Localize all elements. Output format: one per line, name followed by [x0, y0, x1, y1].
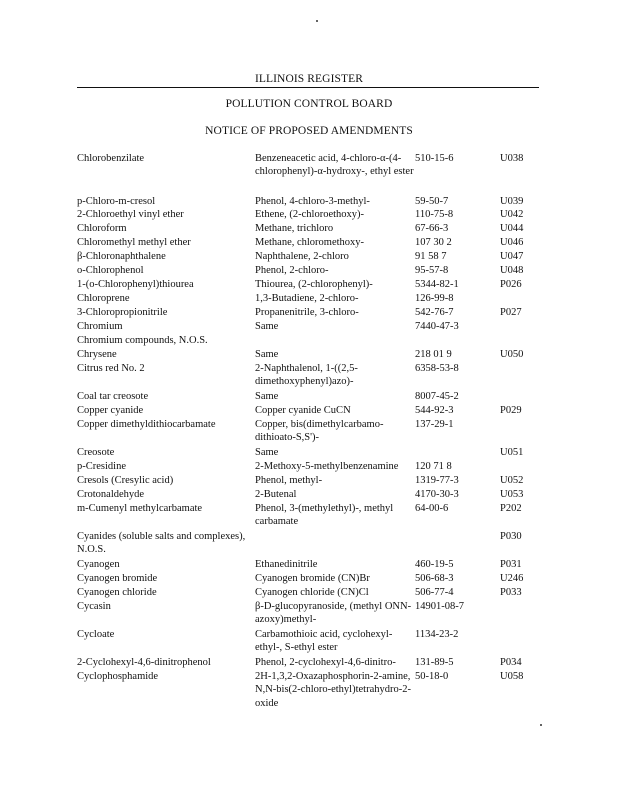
chemical-synonym: Ethanedinitrile	[255, 559, 318, 570]
constituent-name: 2-Chloroethyl vinyl ether	[77, 209, 184, 220]
waste-code: U047	[500, 251, 524, 262]
chemical-synonym: 2-Methoxy-5-methylbenzenamine	[255, 461, 399, 472]
chemical-synonym: 2-Butenal	[255, 489, 297, 500]
cas-number: 95-57-8	[415, 265, 449, 276]
constituent-name: Chromium compounds, N.O.S.	[77, 335, 208, 346]
chemical-synonym: Methane, trichloro	[255, 223, 334, 234]
cas-number: 131-89-5	[415, 657, 454, 668]
header-rule	[77, 87, 539, 88]
constituent-name: Chlorobenzilate	[77, 153, 145, 164]
waste-code: P034	[500, 657, 522, 668]
waste-code: P027	[500, 307, 522, 318]
constituent-name: Copper dimethyldithiocarbamate	[77, 419, 216, 430]
scan-speck	[316, 20, 318, 22]
chemical-synonym: Thiourea, (2-chlorophenyl)-	[255, 279, 373, 290]
cas-number: 91 58 7	[415, 251, 447, 262]
chemical-synonym: Phenol, 4-chloro-3-methyl-	[255, 196, 370, 207]
cas-number: 8007-45-2	[415, 391, 459, 402]
notice-title: NOTICE OF PROPOSED AMENDMENTS	[205, 125, 413, 137]
chemical-synonym: Copper cyanide CuCN	[255, 405, 351, 416]
constituent-name: β-Chloronaphthalene	[77, 251, 166, 262]
cas-number: 107 30 2	[415, 237, 452, 248]
waste-code: U048	[500, 265, 524, 276]
constituent-name: Copper cyanide	[77, 405, 144, 416]
waste-code: P033	[500, 587, 522, 598]
chemical-synonym: Cyanogen bromide (CN)Br	[255, 573, 370, 584]
chemical-synonym: Carbamothioic acid, cyclohexyl-ethyl-, S-ethyl ester	[255, 629, 393, 654]
chemical-synonym: Benzeneacetic acid, 4-chloro-α-(4-chlorophenyl)-α-hydroxy-, ethyl ester	[255, 153, 414, 178]
constituent-name: 1-(o-Chlorophenyl)thiourea	[77, 279, 194, 290]
cas-number: 218 01 9	[415, 349, 452, 360]
constituent-name: Chromium	[77, 321, 123, 332]
cas-number: 110-75-8	[415, 209, 454, 220]
constituent-name: Cycloate	[77, 629, 115, 640]
chemical-synonym: 2H-1,3,2-Oxazaphosphorin-2-amine, N,N-bis(2-chloro-ethyl)tetrahydro-2-oxide	[255, 671, 411, 709]
chemical-synonym: Ethene, (2-chloroethoxy)-	[255, 209, 365, 220]
constituent-name: 3-Chloropropionitrile	[77, 307, 168, 318]
waste-code: P029	[500, 405, 522, 416]
waste-code: U053	[500, 489, 524, 500]
constituent-name: p-Cresidine	[77, 461, 126, 472]
cas-number: 64-00-6	[415, 503, 449, 514]
constituent-name: Chrysene	[77, 349, 117, 360]
constituent-name: 2-Cyclohexyl-4,6-dinitrophenol	[77, 657, 211, 668]
chemical-synonym: Cyanogen chloride (CN)Cl	[255, 587, 369, 598]
cas-number: 120 71 8	[415, 461, 452, 472]
constituent-name: Cyanides (soluble salts and complexes), N.O.S.	[77, 531, 246, 556]
waste-code: U039	[500, 196, 524, 207]
cas-number: 460-19-5	[415, 559, 454, 570]
chemical-synonym: Phenol, 2-chloro-	[255, 265, 329, 276]
waste-code: P030	[500, 531, 522, 542]
constituent-name: Chloromethyl methyl ether	[77, 237, 191, 248]
register-title: ILLINOIS REGISTER	[254, 73, 364, 85]
cas-number: 137-29-1	[415, 419, 454, 430]
cas-number: 506-68-3	[415, 573, 454, 584]
cas-number: 542-76-7	[415, 307, 454, 318]
cas-number: 1134-23-2	[415, 629, 459, 640]
cas-number: 544-92-3	[415, 405, 454, 416]
waste-code: P026	[500, 279, 522, 290]
waste-code: U038	[500, 153, 524, 164]
constituent-name: Cyanogen	[77, 559, 120, 570]
cas-number: 14901-08-7	[415, 601, 464, 612]
constituent-name: Cyanogen chloride	[77, 587, 157, 598]
cas-number: 7440-47-3	[415, 321, 459, 332]
cas-number: 59-50-7	[415, 196, 449, 207]
constituent-name: Chloroprene	[77, 293, 130, 304]
chemical-synonym: Same	[255, 349, 279, 360]
waste-code: P031	[500, 559, 522, 570]
chemical-synonym: Naphthalene, 2-chloro	[255, 251, 349, 262]
cas-number: 4170-30-3	[415, 489, 459, 500]
waste-code: U046	[500, 237, 524, 248]
scan-speck	[540, 724, 542, 726]
constituent-name: Crotonaldehyde	[77, 489, 145, 500]
cas-number: 1319-77-3	[415, 475, 459, 486]
chemical-synonym: Phenol, methyl-	[255, 475, 323, 486]
chemical-synonym: 2-Naphthalenol, 1-((2,5-dimethoxyphenyl)azo)-	[255, 363, 358, 388]
chemical-synonym: Phenol, 2-cyclohexyl-4,6-dinitro-	[255, 657, 396, 668]
constituent-name: Creosote	[77, 447, 115, 458]
chemical-synonym: Same	[255, 391, 279, 402]
constituent-name: p-Chloro-m-cresol	[77, 196, 156, 207]
chemical-synonym: 1,3-Butadiene, 2-chloro-	[255, 293, 359, 304]
constituent-name: Cresols (Cresylic acid)	[77, 475, 174, 486]
waste-code: P202	[500, 503, 522, 514]
constituent-name: Chloroform	[77, 223, 127, 234]
constituent-name: Cyclophosphamide	[77, 671, 159, 682]
chemical-synonym: Same	[255, 447, 279, 458]
cas-number: 126-99-8	[415, 293, 454, 304]
waste-code: U246	[500, 573, 524, 584]
chemical-synonym: Propanenitrile, 3-chloro-	[255, 307, 359, 318]
waste-code: U051	[500, 447, 524, 458]
chemical-synonym: Phenol, 3-(methylethyl)-, methyl carbamate	[255, 503, 394, 528]
waste-code: U044	[500, 223, 524, 234]
chemical-synonym: Copper, bis(dimethylcarbamo-dithioato-S,S')-	[255, 419, 384, 444]
constituent-name: Coal tar creosote	[77, 391, 149, 402]
cas-number: 50-18-0	[415, 671, 449, 682]
constituent-name: m-Cumenyl methylcarbamate	[77, 503, 203, 514]
waste-code: U058	[500, 671, 524, 682]
constituent-name: o-Chlorophenol	[77, 265, 144, 276]
cas-number: 5344-82-1	[415, 279, 459, 290]
cas-number: 510-15-6	[415, 153, 454, 164]
chemical-synonym: Same	[255, 321, 279, 332]
waste-code: U042	[500, 209, 524, 220]
waste-code: U050	[500, 349, 524, 360]
waste-code: U052	[500, 475, 524, 486]
chemical-synonym: β-D-glucopyranoside, (methyl ONN-azoxy)methyl-	[255, 601, 412, 626]
constituent-name: Cyanogen bromide	[77, 573, 158, 584]
chemical-synonym: Methane, chloromethoxy-	[255, 237, 365, 248]
constituent-name: Citrus red No. 2	[77, 363, 145, 374]
constituent-name: Cycasin	[77, 601, 111, 612]
board-title: POLLUTION CONTROL BOARD	[225, 98, 393, 110]
cas-number: 67-66-3	[415, 223, 449, 234]
cas-number: 506-77-4	[415, 587, 454, 598]
cas-number: 6358-53-8	[415, 363, 459, 374]
